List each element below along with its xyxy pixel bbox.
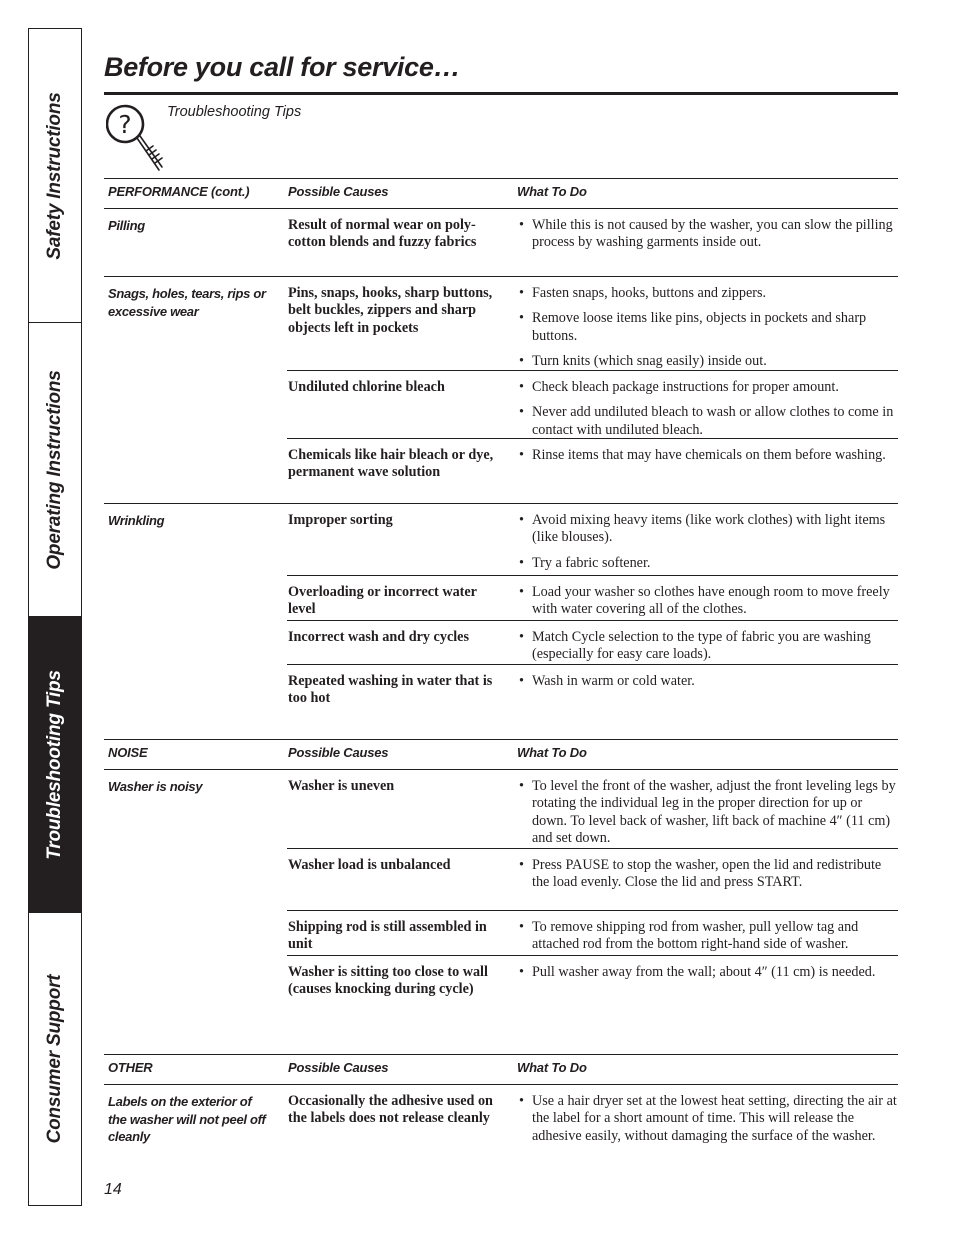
question-mark-magnifier-icon [106, 102, 166, 176]
possible-cause: Washer is sitting too close to wall (causes knocking during cycle) [288, 964, 488, 998]
problem-name: Labels on the exterior of the washer will not peel off cleanly [108, 1094, 266, 1144]
causes-heading: Possible Causes [288, 745, 389, 760]
possible-cause: Improper sorting [288, 512, 393, 528]
possible-cause: Overloading or incorrect water level [288, 584, 477, 618]
tip-bullet: • Press PAUSE to stop the washer, open the lid and redistribute the load evenly. Close the lid and press START. [518, 857, 898, 892]
problem-group-labels [104, 1085, 898, 1175]
side-tab-label: Consumer Support [44, 974, 65, 1144]
what-to-do [511, 371, 898, 438]
table-row [287, 770, 898, 848]
side-tab-label: Troubleshooting Tips [44, 670, 65, 860]
table-header [104, 739, 898, 770]
tip-bullet: • Check bleach package instructions for proper amount. [518, 379, 898, 396]
possible-cause: Incorrect wash and dry cycles [288, 629, 470, 645]
problem-group-pilling [104, 209, 898, 277]
tip-bullet: • Try a fabric softener. [518, 555, 898, 572]
page-title: Before you call for service… [104, 52, 461, 82]
title-rule [104, 92, 898, 95]
tip-bullet: • Wash in warm or cold water. [518, 673, 898, 690]
possible-cause: Washer load is unbalanced [288, 857, 451, 873]
possible-cause: Occasionally the adhesive used on the labels does not release cleanly [288, 1093, 493, 1127]
what-to-do [511, 621, 898, 664]
performance-table [104, 178, 898, 743]
tip-bullet: • Match Cycle selection to the type of fabric you are washing (especially for easy care loads). [518, 629, 898, 664]
tip-bullet: • Load your washer so clothes have enough room to move freely with water covering all of the clothes. [518, 584, 898, 619]
todo-heading: What To Do [517, 184, 587, 199]
table-row [287, 848, 898, 910]
causes-heading: Possible Causes [288, 184, 389, 199]
tip-bullet: • Pull washer away from the wall; about 4″ (11 cm) is needed. [518, 964, 898, 981]
possible-cause: Repeated washing in water that is too hot [288, 673, 493, 707]
what-to-do [511, 956, 898, 1048]
problem-group-snags [104, 277, 898, 504]
table-header [104, 1054, 898, 1085]
tip-bullet: • Rinse items that may have chemicals on them before washing. [518, 447, 898, 464]
tip-bullet: • Remove loose items like pins, objects in pockets and sharp buttons. [518, 310, 898, 345]
noise-table [104, 739, 898, 1048]
possible-cause: Result of normal wear on poly-cotton blends and fuzzy fabrics [288, 217, 477, 251]
table-row [287, 1085, 898, 1157]
side-tab-troubleshooting-tips[interactable] [28, 616, 82, 914]
problem-name: Washer is noisy [108, 779, 203, 794]
side-tab-operating-instructions[interactable] [28, 322, 82, 618]
table-row [287, 955, 898, 1048]
tip-bullet: • Use a hair dryer set at the lowest heat setting, directing the air at the label for a short amount of time. This will release the adhesive easily, without damaging the surface of the washer. [518, 1093, 898, 1145]
tip-bullet: • Fasten snaps, hooks, buttons and zippers. [518, 285, 898, 302]
table-row [287, 664, 898, 745]
problem-name: Snags, holes, tears, rips or excessive wear [108, 286, 266, 319]
possible-cause: Undiluted chlorine bleach [288, 379, 445, 395]
what-to-do [511, 911, 898, 955]
possible-cause: Washer is uneven [288, 778, 395, 794]
what-to-do [511, 277, 898, 370]
possible-cause: Pins, snaps, hooks, sharp buttons, belt buckles, zippers and sharp objects left in pockets [288, 285, 493, 336]
side-tab-safety-instructions[interactable] [28, 28, 82, 324]
category-heading: NOISE [108, 745, 148, 760]
problem-name: Pilling [108, 218, 145, 233]
what-to-do [511, 209, 898, 264]
tip-bullet: • To level the front of the washer, adjust the front leveling legs by rotating the individual leg in the proper direction for up or down. To level back of washer, lift back of machine 4″ (11 cm) and set down. [518, 778, 898, 847]
problem-group-wrinkling [104, 504, 898, 743]
side-tab-consumer-support[interactable] [28, 912, 82, 1206]
problem-group-washer-noisy [104, 770, 898, 1048]
page-number: 14 [104, 1181, 122, 1198]
possible-cause: Chemicals like hair bleach or dye, permanent wave solution [288, 447, 494, 481]
tip-bullet: • Avoid mixing heavy items (like work clothes) with light items (like blouses). [518, 512, 898, 547]
problem-name: Wrinkling [108, 513, 165, 528]
what-to-do [511, 849, 898, 910]
tip-bullet: • Turn knits (which snag easily) inside out. [518, 353, 898, 370]
table-row [287, 209, 898, 264]
side-tab-label: Operating Instructions [44, 370, 65, 570]
tip-bullet: • While this is not caused by the washer, you can slow the pilling process by washing garments inside out. [518, 217, 898, 252]
table-row [287, 620, 898, 664]
section-subtitle: Troubleshooting Tips [167, 104, 302, 120]
what-to-do [511, 576, 898, 620]
what-to-do [511, 1085, 898, 1157]
table-header [104, 178, 898, 209]
todo-heading: What To Do [517, 1060, 587, 1075]
todo-heading: What To Do [517, 745, 587, 760]
what-to-do [511, 504, 898, 575]
possible-cause: Shipping rod is still assembled in unit [288, 919, 487, 953]
side-tab-label: Safety Instructions [44, 92, 65, 260]
table-row [287, 438, 898, 505]
what-to-do [511, 665, 898, 745]
what-to-do [511, 770, 898, 848]
category-heading: OTHER [108, 1060, 153, 1075]
what-to-do [511, 439, 898, 505]
table-row [287, 504, 898, 575]
table-row [287, 370, 898, 438]
table-row [287, 575, 898, 620]
svg-text:?: ? [118, 110, 132, 139]
causes-heading: Possible Causes [288, 1060, 389, 1075]
other-table [104, 1054, 898, 1175]
tip-bullet: • To remove shipping rod from washer, pull yellow tag and attached rod from the bottom right-hand side of washer. [518, 919, 898, 954]
table-row [287, 277, 898, 370]
table-row [287, 910, 898, 955]
category-heading: PERFORMANCE (cont.) [108, 184, 250, 199]
tip-bullet: • Never add undiluted bleach to wash or allow clothes to come in contact with undiluted bleach. [518, 404, 898, 439]
